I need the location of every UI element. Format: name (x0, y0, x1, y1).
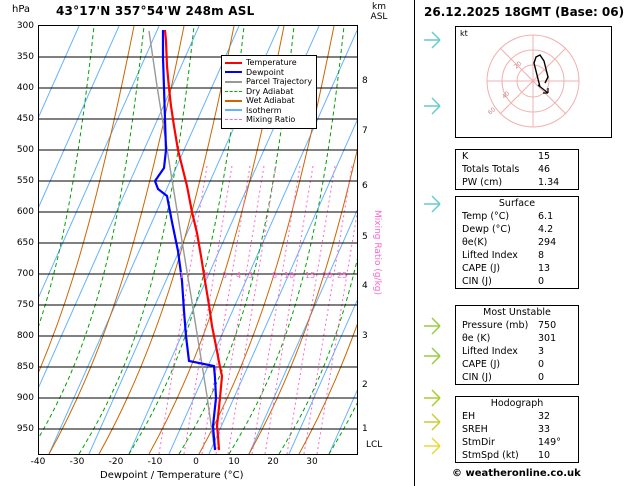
hodo-row-eh (456, 410, 578, 423)
wind-barb-500 (424, 196, 440, 212)
km-tick-5: 5 (362, 232, 368, 242)
height-unit-line1: km (372, 2, 386, 12)
ytick-550: 550 (16, 176, 34, 186)
index-value-totals: 46 (538, 164, 551, 175)
wind-barb-300 (424, 32, 440, 48)
hodo-value-eh: 32 (538, 411, 551, 422)
wind-barb-850 (424, 414, 440, 430)
hodo-key-sreh: SREH (462, 424, 488, 435)
hodo-row-sreh (456, 423, 578, 436)
surface-header: Surface (498, 198, 536, 209)
legend-label-mixing-ratio: Mixing Ratio (246, 115, 296, 124)
legend-swatch-wet-adiabat (225, 100, 242, 102)
index-key-k: K (462, 151, 469, 162)
ytick-450: 450 (16, 114, 34, 124)
km-tick-3: 3 (362, 331, 368, 341)
hodo-key-stmspd: StmSpd (kt) (462, 450, 519, 461)
hodo-key-eh: EH (462, 411, 476, 422)
legend-swatch-parcel (225, 81, 242, 83)
page-title: 43°17'N 357°54'W 248m ASL (56, 4, 255, 18)
mr-tick-5: 5 (248, 271, 254, 280)
legend-label-wet-adiabat: Wet Adiabat (246, 96, 295, 105)
ytick-350: 350 (16, 52, 34, 62)
mu-row-li (456, 345, 578, 358)
hodograph-trace (534, 55, 548, 87)
ytick-500: 500 (16, 145, 34, 155)
hodograph-ring-40: 40 (500, 90, 512, 101)
temperature-curve (165, 30, 222, 450)
wind-barb-column (418, 26, 456, 456)
ytick-900: 900 (16, 393, 34, 403)
mu-row-cin (456, 371, 578, 384)
legend-item-dry-adiabat (225, 87, 312, 97)
most-unstable-header: Most Unstable (483, 307, 551, 318)
hodograph-table-header: Hodograph (490, 398, 544, 409)
ytick-800: 800 (16, 331, 34, 341)
km-tick-1: 1 (362, 424, 368, 434)
index-row-pw (456, 176, 578, 189)
mu-value-cape: 0 (538, 359, 545, 370)
mu-key-thetae: θe (K) (462, 333, 491, 344)
surface-key-dewp: Dewp (°C) (462, 224, 511, 235)
surface-row-dewp (456, 223, 578, 236)
mu-key-li: Lifted Index (462, 346, 518, 357)
ytick-300: 300 (16, 21, 34, 31)
surface-row-cape (456, 262, 578, 275)
hodo-key-stmdir: StmDir (462, 437, 495, 448)
mu-row-thetae (456, 332, 578, 345)
mu-value-li: 3 (538, 346, 545, 357)
wind-barb-800 (424, 390, 440, 406)
index-row-k (456, 150, 578, 163)
ytick-850: 850 (16, 362, 34, 372)
mr-tick-4: 4 (236, 271, 242, 280)
xtick-20: 20 (267, 457, 279, 467)
xtick--30: -30 (69, 457, 85, 467)
legend-swatch-dewpoint (225, 71, 242, 73)
hodo-row-stmspd (456, 449, 578, 462)
xtick--20: -20 (108, 457, 124, 467)
skewt-plot[interactable] (38, 25, 358, 455)
index-key-pw: PW (cm) (462, 177, 503, 188)
surface-row-temp (456, 210, 578, 223)
mixing-ratio-axis-label: Mixing Ratio (g/kg) (372, 210, 382, 296)
km-tick-8: 8 (362, 76, 368, 86)
index-key-totals: Totals Totals (462, 164, 520, 175)
legend-label-dewpoint: Dewpoint (246, 67, 285, 77)
ytick-650: 650 (16, 238, 34, 248)
mu-value-cin: 0 (538, 372, 545, 383)
hodograph-canvas (456, 27, 609, 135)
most-unstable-table (455, 305, 579, 385)
mr-tick-25: 25 (337, 271, 348, 280)
xtick--40: -40 (30, 457, 46, 467)
legend-item-mixing-ratio (225, 115, 312, 125)
legend-item-parcel (225, 77, 312, 87)
index-row-totals (456, 163, 578, 176)
legend-item-dewpoint (225, 68, 312, 78)
surface-key-li: Lifted Index (462, 250, 518, 261)
copyright-credit: © weatheronline.co.uk (452, 468, 581, 479)
legend-swatch-dry-adiabat (225, 91, 242, 92)
mr-tick-8: 8 (272, 271, 278, 280)
dewpoint-curve (155, 30, 216, 450)
hodograph-panel[interactable] (455, 26, 612, 138)
mr-tick-10: 10 (284, 271, 295, 280)
hodo-row-stmdir (456, 436, 578, 449)
mu-row-cape (456, 358, 578, 371)
km-tick-7: 7 (362, 126, 368, 136)
hodograph-table (455, 396, 579, 463)
legend-swatch-temperature (225, 62, 242, 64)
panel-divider (414, 0, 415, 486)
pressure-unit-label: hPa (12, 4, 31, 15)
surface-key-temp: Temp (°C) (462, 211, 510, 222)
mu-value-thetae: 301 (538, 333, 557, 344)
mu-key-cape: CAPE (J) (462, 359, 501, 370)
surface-value-temp: 6.1 (538, 211, 554, 222)
mr-tick-2: 2 (204, 271, 210, 280)
xtick-0: 0 (193, 457, 199, 467)
mr-tick-15: 15 (305, 271, 316, 280)
xtick-30: 30 (306, 457, 318, 467)
surface-table (455, 196, 579, 289)
mu-row-pressure (456, 319, 578, 332)
hodo-value-stmdir: 149° (538, 437, 561, 448)
km-tick-6: 6 (362, 181, 368, 191)
surface-row-li (456, 249, 578, 262)
km-tick-4: 4 (362, 281, 368, 291)
index-value-pw: 1.34 (538, 177, 560, 188)
parcel-trajectory-curve (149, 31, 214, 446)
xtick--10: -10 (147, 457, 163, 467)
surface-row-cin (456, 275, 578, 288)
hodograph-unit-label: kt (460, 29, 468, 38)
lcl-label: LCL (366, 440, 383, 450)
wind-barb-700 (424, 318, 440, 334)
x-axis-title: Dewpoint / Temperature (°C) (100, 470, 244, 481)
mu-key-pressure: Pressure (mb) (462, 320, 529, 331)
surface-value-dewp: 4.2 (538, 224, 554, 235)
wind-barb-950 (424, 438, 440, 454)
indices-top-table (455, 149, 579, 190)
mr-tick-3: 3 (222, 271, 228, 280)
hodograph-ring-20: 20 (512, 60, 524, 71)
hodo-value-sreh: 33 (538, 424, 551, 435)
mr-tick-20: 20 (322, 271, 333, 280)
legend-item-temperature (225, 58, 312, 68)
mu-value-pressure: 750 (538, 320, 557, 331)
legend-label-dry-adiabat: Dry Adiabat (246, 86, 294, 96)
surface-value-thetae: 294 (538, 237, 557, 248)
height-unit-line2: ASL (370, 12, 388, 22)
ytick-750: 750 (16, 300, 34, 310)
hodograph-ring-60: 60 (486, 106, 498, 117)
mr-tick-1: 1 (179, 271, 185, 280)
index-value-k: 15 (538, 151, 551, 162)
surface-key-cin: CIN (J) (462, 276, 492, 287)
km-tick-2: 2 (362, 380, 368, 390)
surface-value-cin: 0 (538, 276, 545, 287)
legend-label-parcel: Parcel Trajectory (246, 77, 313, 86)
ytick-400: 400 (16, 83, 34, 93)
mu-key-cin: CIN (J) (462, 372, 492, 383)
surface-row-thetae (456, 236, 578, 249)
ytick-600: 600 (16, 207, 34, 217)
hodo-value-stmspd: 10 (538, 450, 551, 461)
legend-item-wet-adiabat (225, 96, 312, 106)
legend-label-isotherm: Isotherm (246, 105, 282, 115)
legend-swatch-mixing-ratio (225, 119, 242, 120)
chart-legend (221, 55, 317, 129)
wind-barb-400 (424, 98, 440, 114)
ytick-700: 700 (16, 269, 34, 279)
surface-key-thetae: θe(K) (462, 237, 488, 248)
ytick-950: 950 (16, 424, 34, 434)
xtick-10: 10 (228, 457, 240, 467)
surface-key-cape: CAPE (J) (462, 263, 501, 274)
surface-value-li: 8 (538, 250, 545, 261)
forecast-timestamp: 26.12.2025 18GMT (Base: 06) (424, 5, 625, 19)
wind-barb-750 (424, 348, 440, 364)
legend-swatch-isotherm (225, 109, 242, 111)
height-unit-label (364, 2, 394, 22)
surface-value-cape: 13 (538, 263, 551, 274)
legend-item-isotherm (225, 106, 312, 116)
legend-label-temperature: Temperature (246, 58, 297, 67)
